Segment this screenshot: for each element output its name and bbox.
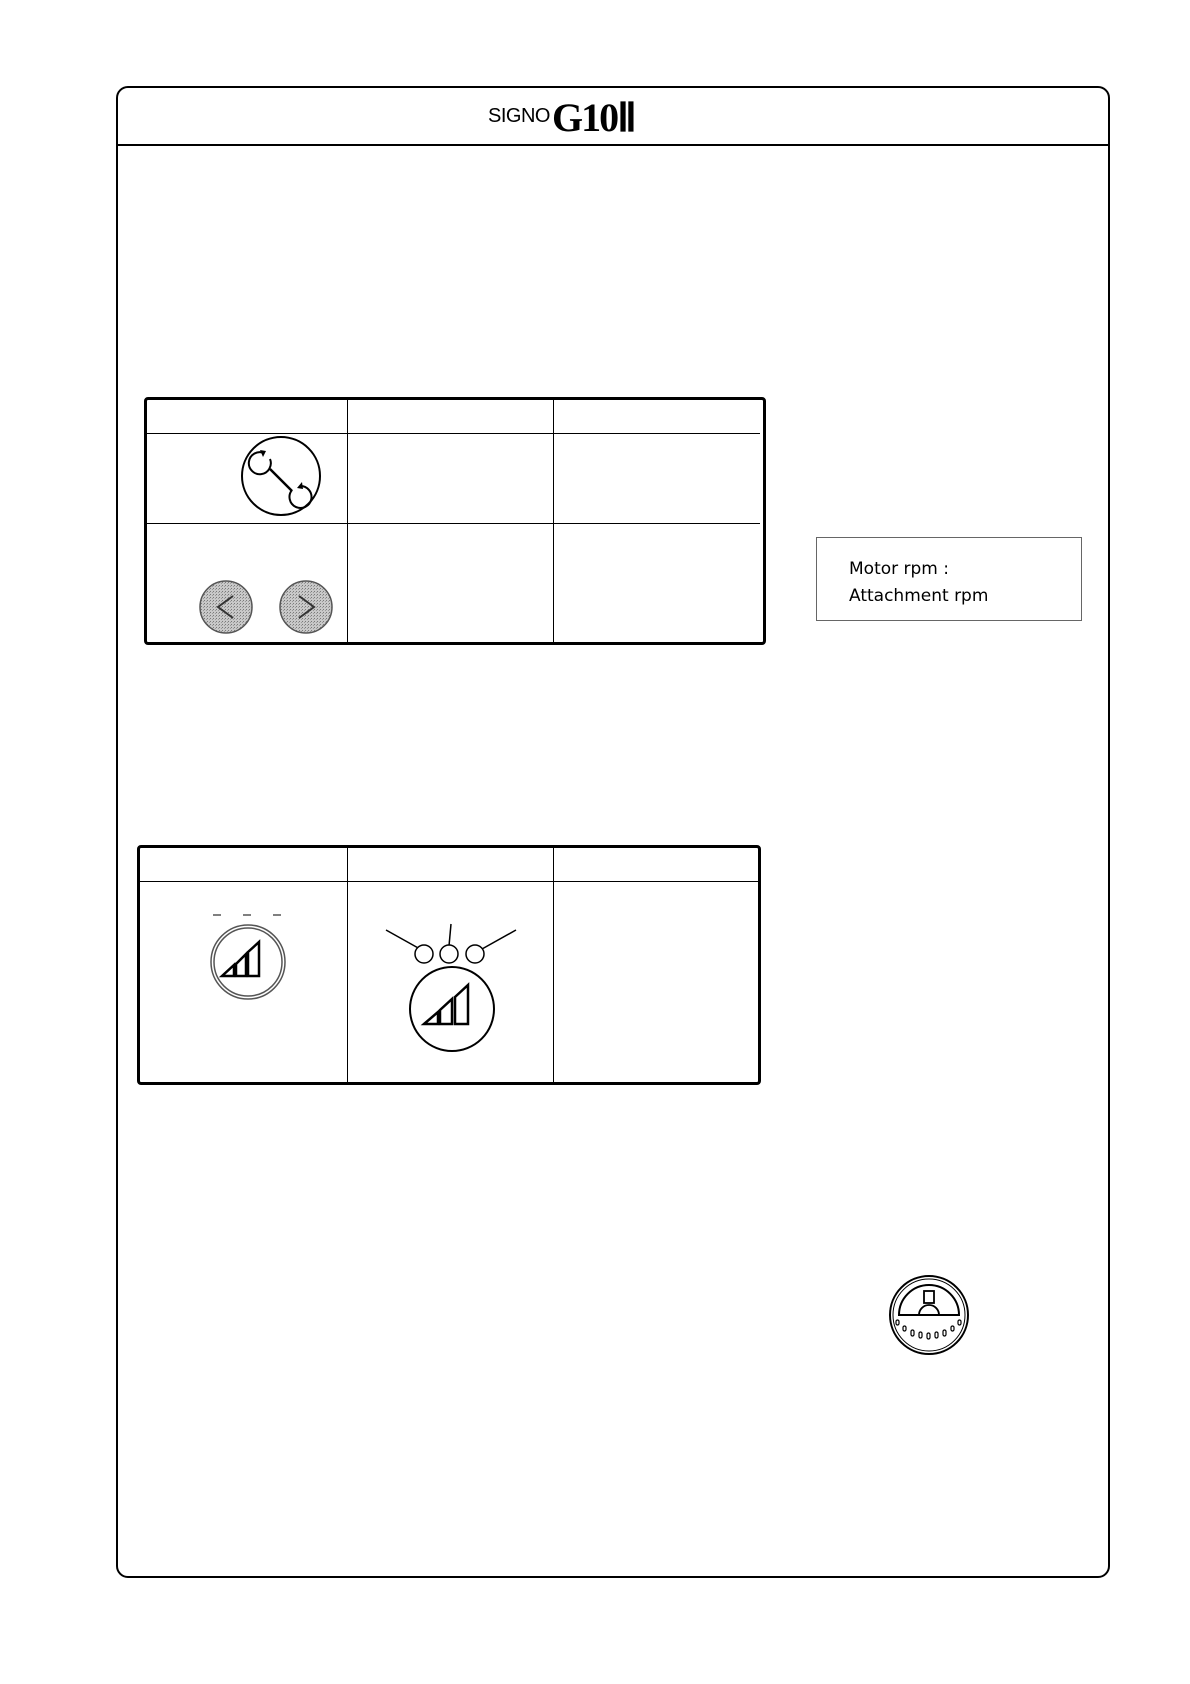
torque-dial-icon [888,1274,970,1356]
rotation-direction-icon[interactable] [240,434,322,518]
logo-large-text: G10Ⅱ [551,95,635,140]
table-buttons-col-divider-1 [347,399,348,643]
table-speed-header-rule [139,881,759,882]
table-speed-col-divider-2 [553,847,554,1083]
chevron-left-button[interactable] [198,579,254,635]
signo-logo [488,94,698,138]
lcd-motor-rpm: Motor rpm : [849,559,949,579]
lcd-attachment-rpm: Attachment rpm [849,586,989,606]
table-buttons-header-rule [146,433,760,434]
speed-level-button-icon[interactable] [208,910,288,1002]
table-buttons-col-divider-2 [553,399,554,643]
logo-small-text: SIGNO [488,105,550,127]
header-divider [116,144,1110,146]
speed-level-indicator-icon [384,924,518,1052]
chevron-right-button[interactable] [278,579,334,635]
table-buttons-row-rule [146,523,760,524]
lcd-display [816,537,1082,621]
table-speed-col-divider-1 [347,847,348,1083]
